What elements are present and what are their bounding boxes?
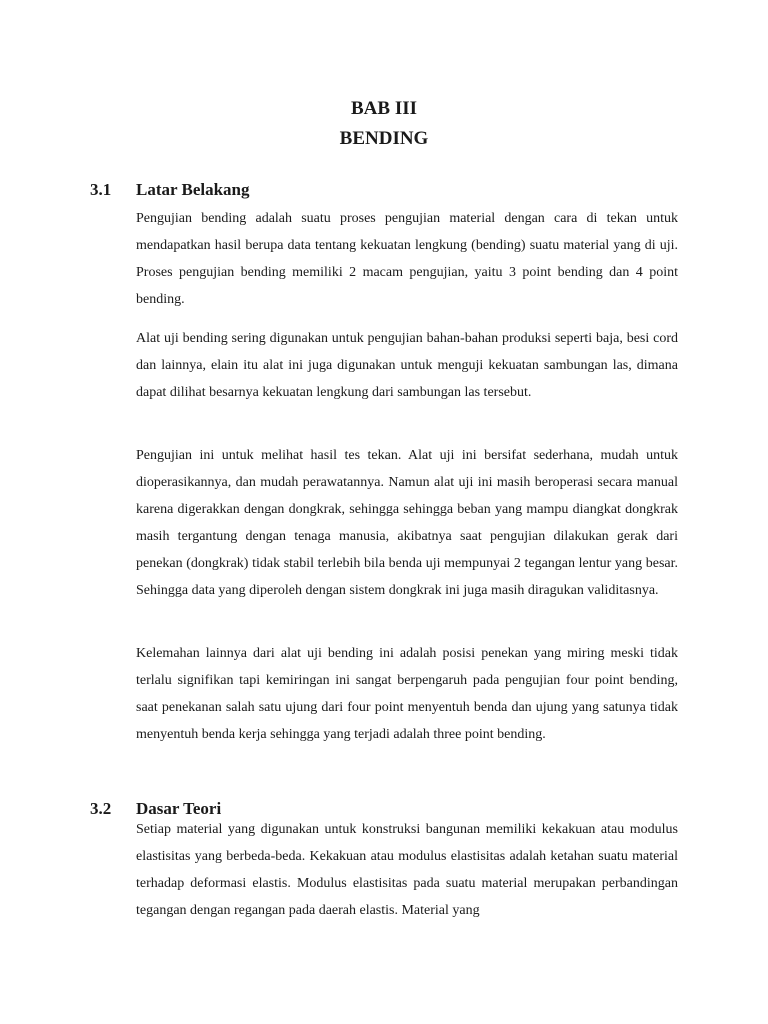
paragraph: Alat uji bending sering digunakan untuk pengujian bahan-bahan produksi seperti baja, besi cord dan lainnya, elain itu alat ini juga digunakan untuk menguji kekuatan sambungan las, dimana dapat dilihat besarnya kekuatan lengkung dari sambungan las tersebut. — [136, 331, 678, 400]
paragraph: Setiap material yang digunakan untuk konstruksi bangunan memiliki kekakuan atau modulus elastisitas yang berbeda-beda. Kekakuan atau modulus elastisitas adalah ketahan suatu material terhadap deformasi elastis. Modulus elastisitas pada suatu material merupakan perbandingan tegangan dengan regangan pada daerah elastis. Material yang — [136, 822, 678, 918]
chapter-title: BENDING — [339, 128, 429, 149]
paragraph: Kelemahan lainnya dari alat uji bending ini adalah posisi penekan yang miring meski tidak terlalu signifikan tapi kemiringan ini sangat berpengaruh pada pengujian four point bending, saat penekanan salah satu ujung dari four point menyentuh benda dan ujung yang satunya tidak menyentuh benda kerja sehingga yang terjadi adalah three point bending. — [136, 646, 678, 742]
paragraph: Pengujian bending adalah suatu proses pengujian material dengan cara di tekan untuk mendapatkan hasil berupa data tentang kekuatan lengkung (bending) suatu material yang di uji. Proses pengujian bending memiliki 2 macam pengujian, yaitu 3 point bending dan 4 point bending. — [136, 211, 678, 307]
section-title: Dasar Teori — [136, 799, 222, 818]
paragraph: Pengujian ini untuk melihat hasil tes tekan. Alat uji ini bersifat sederhana, mudah untuk dioperasikannya, dan mudah perawatannya. Namun alat uji ini masih beroperasi secara manual karena digerakkan dengan dongkrak, sehingga sehingga beban yang mampu diangkat dongkrak masih tergantung dengan tenaga manusia, akibatnya saat pengujian dilakukan gerak dari penekan (dongkrak) tidak stabil terlebih bila benda uji mempunyai 2 tegangan lentur yang besar. Sehingga data yang diperoleh dengan sistem dongkrak ini juga masih diragukan validitasnya. — [136, 448, 678, 598]
section-number: 3.1 — [90, 180, 112, 199]
section-title: Latar Belakang — [136, 180, 250, 199]
section-number: 3.2 — [90, 799, 112, 818]
chapter-heading: BAB III — [351, 98, 417, 119]
